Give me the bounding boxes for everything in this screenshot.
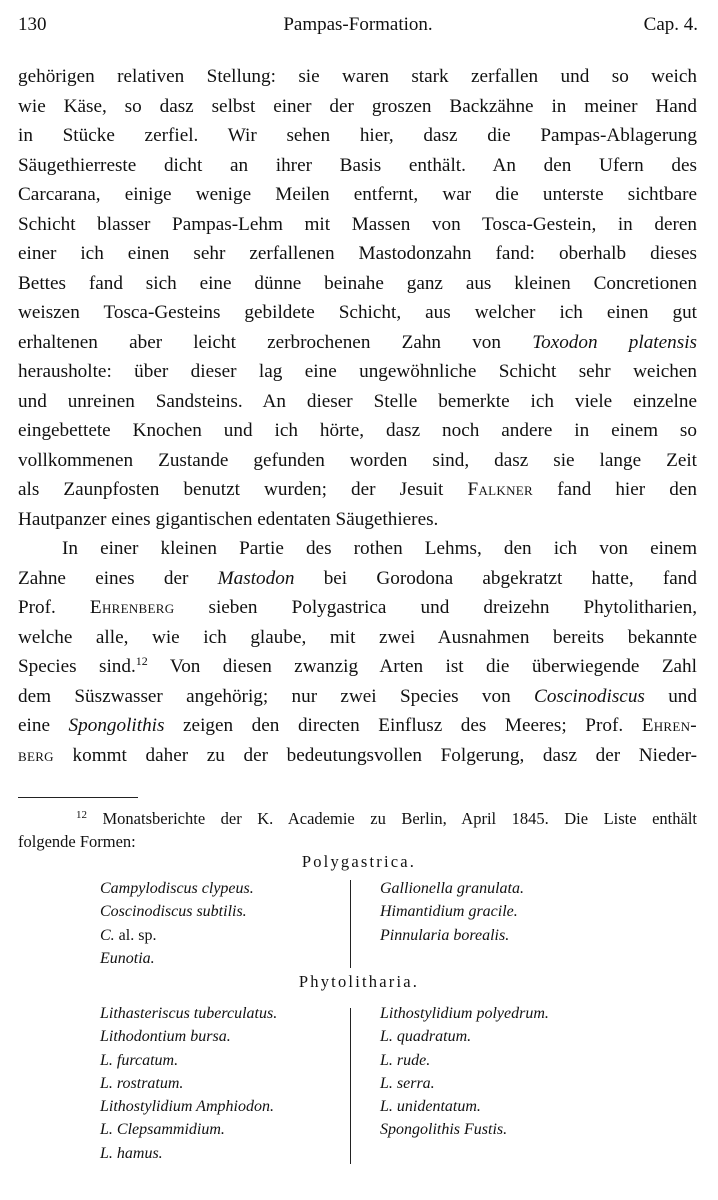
footnote-line: folgende Formen: bbox=[18, 832, 136, 851]
person-name: Ehren- bbox=[641, 715, 698, 736]
species-entry: L. furcatum. bbox=[100, 1051, 179, 1069]
footnote-marker: 12 bbox=[76, 809, 87, 821]
text-segment: dem Süszwasser angehörig; nur zwei Species von bbox=[18, 685, 535, 707]
person-name: Falkner bbox=[467, 479, 533, 500]
text-line: Schicht blasser Pampas-Lehm mit Massen von Tosca-Gestein, in deren bbox=[18, 213, 697, 235]
footnote-ref[interactable]: 12 bbox=[135, 654, 148, 668]
species-entry: L. unidentatum. bbox=[380, 1098, 481, 1116]
text-line bbox=[18, 652, 697, 682]
text-line: in Stücke zerfiel. Wir sehen hier, dasz die Pampas-Ablagerung bbox=[18, 125, 697, 146]
text-line bbox=[18, 475, 697, 505]
species-entry: L. quadratum. bbox=[380, 1028, 472, 1046]
text-line: einer ich einen sehr zerfallenen Mastodonzahn fand: oberhalb dieses bbox=[18, 243, 697, 264]
text-line bbox=[18, 593, 697, 623]
person-name: Ehrenberg bbox=[89, 597, 175, 618]
text-segment: und bbox=[644, 685, 697, 707]
text-segment: sieben Polygastrica und dreizehn Phytolitharien, bbox=[174, 597, 697, 618]
species-entry: L. hamus. bbox=[100, 1144, 163, 1162]
species-entry: Pinnularia borealis. bbox=[380, 926, 510, 944]
text-segment: kommt daher zu der bedeutungsvollen Folgerung, dasz der Nieder- bbox=[53, 744, 697, 766]
text-segment: als Zaunpfosten benutzt wurden; der Jesuit bbox=[18, 479, 468, 500]
text-segment: Prof. bbox=[18, 597, 90, 618]
text-line bbox=[18, 741, 697, 771]
polygastrica-right-column bbox=[380, 877, 524, 947]
species-entry: Coscinodiscus subtilis. bbox=[100, 903, 247, 921]
species-name: Toxodon platensis bbox=[532, 331, 697, 353]
text-segment: Von diesen zwanzig Arten ist die überwiegende Zahl bbox=[147, 656, 697, 677]
text-line: welche alle, wie ich glaube, mit zwei Ausnahmen bereits bekannte bbox=[18, 626, 697, 648]
text-line: eingebettete Knochen und ich hörte, dasz noch andere in einem so bbox=[18, 420, 697, 441]
text-segment: eine bbox=[18, 715, 69, 736]
text-line: Säugethierreste dicht an ihrer Basis enthält. An den Ufern des bbox=[18, 154, 697, 176]
species-entry: Gallionella granulata. bbox=[380, 880, 524, 897]
text-line: Hautpanzer eines gigantischen edentaten Säugethieres. bbox=[18, 508, 439, 530]
text-line bbox=[18, 328, 697, 358]
footnote-line bbox=[18, 807, 697, 830]
polygastrica-heading: Polygastrica. bbox=[301, 852, 417, 871]
text-line bbox=[18, 711, 697, 741]
phytolitharia-heading: Phytolitharia. bbox=[298, 972, 420, 991]
text-segment: Monatsberichte der K. Academie zu Berlin, April 1845. Die Liste enthält bbox=[87, 809, 697, 828]
text-segment: fand hier den bbox=[533, 479, 697, 500]
species-entry: Lithasteriscus tuberculatus. bbox=[100, 1005, 278, 1022]
species-entry: Himantidium gracile. bbox=[380, 903, 518, 921]
species-entry: Lithostylidium Amphiodon. bbox=[100, 1098, 274, 1116]
text-segment: C. bbox=[100, 926, 115, 944]
polygastrica-left-column bbox=[100, 877, 254, 970]
species-entry: L. rostratum. bbox=[100, 1074, 184, 1092]
text-line: Bettes fand sich eine dünne beinahe ganz aus kleinen Concretionen bbox=[18, 272, 697, 294]
text-line: In einer kleinen Partie des rothen Lehms, den ich von einem bbox=[62, 538, 697, 559]
text-line: und unreinen Sandsteins. An dieser Stelle bemerkte ich viele einzelne bbox=[18, 390, 697, 412]
species-name: Spongolithis bbox=[68, 715, 165, 736]
text-segment: al. sp. bbox=[114, 926, 157, 944]
species-entry: L. rude. bbox=[380, 1051, 431, 1069]
species-entry bbox=[100, 924, 254, 947]
text-line bbox=[18, 564, 697, 594]
chapter-label: Cap. 4. bbox=[643, 14, 698, 35]
species-entry: L. serra. bbox=[380, 1074, 435, 1092]
species-name: Coscinodiscus bbox=[534, 685, 645, 707]
column-divider bbox=[350, 1008, 351, 1164]
text-line: vollkommenen Zustande gefunden worden sind, dasz sie lange Zeit bbox=[18, 449, 697, 471]
species-entry: Lithodontium bursa. bbox=[100, 1028, 231, 1046]
species-entry: Campylodiscus clypeus. bbox=[100, 880, 254, 897]
main-text bbox=[18, 62, 697, 770]
column-divider bbox=[350, 880, 351, 968]
species-entry: L. Clepsammidium. bbox=[100, 1121, 225, 1139]
footnote-divider bbox=[18, 797, 138, 798]
running-title: Pampas-Formation. bbox=[283, 14, 433, 35]
page-header bbox=[18, 14, 698, 44]
text-line bbox=[18, 682, 697, 712]
text-line: herausholte: über dieser lag eine ungewöhnliche Schicht sehr weichen bbox=[18, 361, 697, 382]
text-line: gehörigen relativen Stellung: sie waren stark zerfallen und so weich bbox=[18, 66, 697, 87]
text-segment: Zahne eines der bbox=[18, 567, 218, 589]
text-line: weiszen Tosca-Gesteins gebildete Schicht, aus welcher ich einen gut bbox=[18, 302, 697, 323]
text-segment: zeigen den directen Einflusz des Meeres; Prof. bbox=[164, 715, 642, 736]
text-segment: Species sind. bbox=[18, 656, 136, 677]
footnote bbox=[18, 807, 697, 853]
person-name: berg bbox=[18, 744, 54, 766]
text-line: Carcarana, einige wenige Meilen entfernt, war die unterste sichtbare bbox=[18, 184, 697, 205]
phytolitharia-left-column bbox=[100, 1002, 277, 1165]
species-entry: Spongolithis Fustis. bbox=[380, 1121, 508, 1139]
page-number: 130 bbox=[18, 14, 47, 35]
text-line: wie Käse, so dasz selbst einer der groszen Backzähne in meiner Hand bbox=[18, 95, 697, 117]
species-entry: Lithostylidium polyedrum. bbox=[380, 1005, 549, 1022]
species-entry: Eunotia. bbox=[100, 949, 155, 967]
species-name: Mastodon bbox=[217, 567, 295, 589]
phytolitharia-right-column bbox=[380, 1002, 549, 1142]
text-segment: erhaltenen aber leicht zerbrochenen Zahn von bbox=[18, 331, 533, 353]
text-segment: bei Gorodona abgekratzt hatte, fand bbox=[294, 567, 697, 589]
